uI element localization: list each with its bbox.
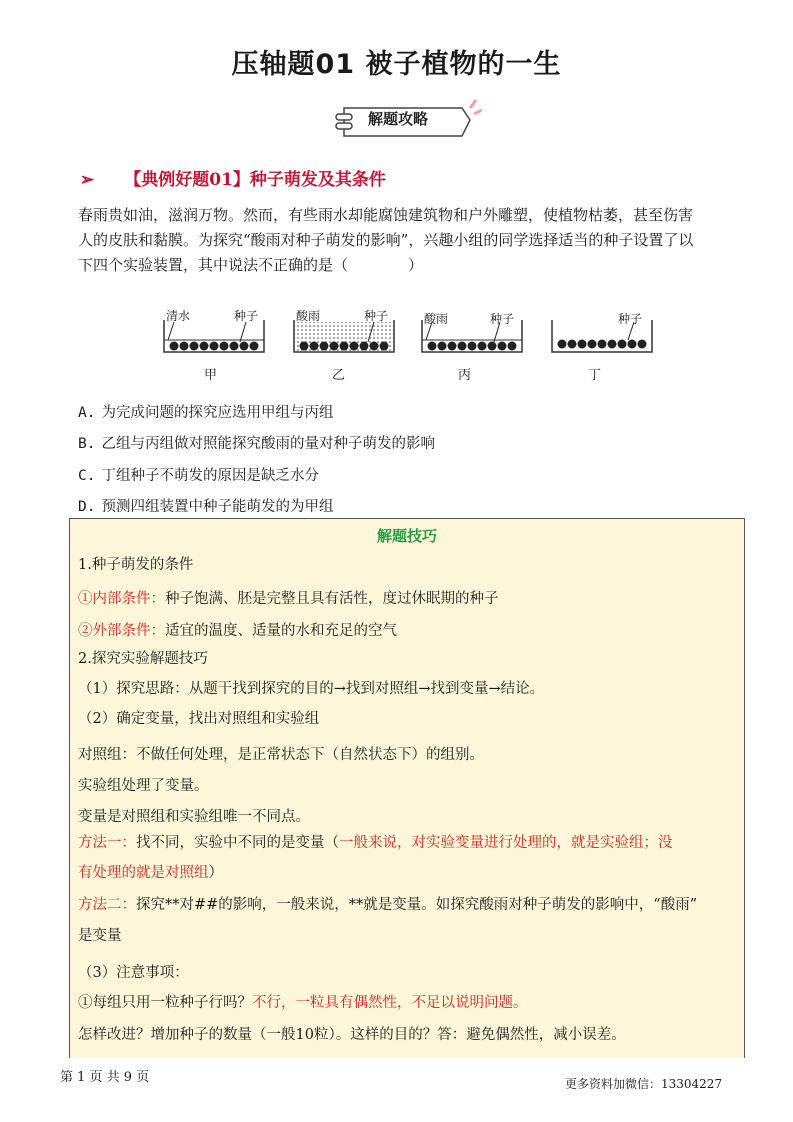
setup-jia bbox=[164, 320, 264, 352]
section-heading-text: 【典例好题01】种子萌发及其条件 bbox=[124, 170, 386, 190]
label-seed-bing: 种子 bbox=[490, 312, 515, 326]
option-c: C. 丁组种子不萌发的原因是缺乏水分 bbox=[78, 468, 319, 484]
label-seed-ding: 种子 bbox=[618, 312, 643, 326]
page-number: 第 1 页 共 9 页 bbox=[60, 1070, 150, 1085]
label-seed-yi: 种子 bbox=[364, 309, 389, 323]
tips-line: （3）注意事项： bbox=[78, 965, 189, 981]
tips-line: （2）确定变量，找出对照组和实验组 bbox=[78, 711, 320, 727]
tips-line: 变量是对照组和实验组唯一不同点。 bbox=[78, 809, 310, 825]
group-label-jia: 甲 bbox=[204, 368, 218, 383]
tips-line: 实验组处理了变量。 bbox=[78, 778, 209, 794]
tips-line: 方法一：找不同，实验中不同的是变量（一般来说，对实验变量进行处理的，就是实验组；没 bbox=[78, 835, 673, 851]
tips-line: 怎样改进？增加种子的数量（一般10粒）。这样的目的？答：避免偶然性，减小误差。 bbox=[78, 1027, 626, 1043]
tips-line: 1.种子萌发的条件 bbox=[78, 557, 194, 573]
tips-line: 对照组：不做任何处理，是正常状态下（自然状态下）的组别。 bbox=[78, 747, 484, 763]
option-b: B. 乙组与丙组做对照能探究酸雨的量对种子萌发的影响 bbox=[78, 436, 435, 452]
arrow-bullet-icon: ➢ bbox=[80, 170, 95, 190]
label-water: 清水 bbox=[166, 309, 191, 323]
group-label-ding: 丁 bbox=[588, 368, 602, 383]
tips-line: ①每组只用一粒种子行吗？不行，一粒具有偶然性，不足以说明问题。 bbox=[78, 995, 528, 1011]
group-label-bing: 丙 bbox=[458, 368, 472, 383]
page-title: 压轴题01 被子植物的一生 bbox=[231, 49, 562, 80]
badge-label: 解题攻略 bbox=[368, 110, 429, 128]
section-heading bbox=[80, 165, 386, 190]
tips-line: 方法二：探究**对##的影响，一般来说，**就是变量。如探究酸雨对种子萌发的影响中，“酸雨” bbox=[78, 897, 698, 913]
label-seed-jia: 种子 bbox=[234, 309, 259, 323]
tips-title: 解题技巧 bbox=[376, 527, 437, 545]
option-a: A. 为完成问题的探究应选用甲组与丙组 bbox=[78, 405, 334, 421]
option-d: D. 预测四组装置中种子能萌发的为甲组 bbox=[78, 499, 334, 515]
group-label-yi: 乙 bbox=[332, 368, 346, 383]
footer-contact: 更多资料加微信：13304227 bbox=[565, 1077, 723, 1091]
tips-line: 2.探究实验解题技巧 bbox=[78, 651, 208, 667]
tips-line: 有处理的就是对照组） bbox=[78, 865, 223, 881]
scroll-icon bbox=[336, 114, 352, 120]
tips-box bbox=[69, 518, 745, 1058]
tips-line: （1）探究思路：从题干找到探究的目的→找到对照组→找到变量→结论。 bbox=[78, 681, 545, 697]
tips-line: ①内部条件：种子饱满、胚是完整且具有活性，度过休眠期的种子 bbox=[78, 591, 499, 607]
setup-yi bbox=[294, 320, 394, 352]
tips-line: ②外部条件：适宜的温度、适量的水和充足的空气 bbox=[78, 623, 397, 639]
question-text: 春雨贵如油，滋润万物。然而，有些雨水却能腐蚀建筑物和户外雕塑，使植物枯萎，甚至伤害 人的皮肤和黏膜。为探究“酸雨对种子萌发的影响”，兴趣小组的同学选择适当的种子设置了以 下四个实验装置，其中说法不正确的是（ ） bbox=[78, 206, 694, 274]
label-acid-bing: 酸雨 bbox=[424, 312, 449, 326]
tips-line: 是变量 bbox=[78, 928, 122, 944]
label-acid-yi: 酸雨 bbox=[296, 309, 321, 323]
